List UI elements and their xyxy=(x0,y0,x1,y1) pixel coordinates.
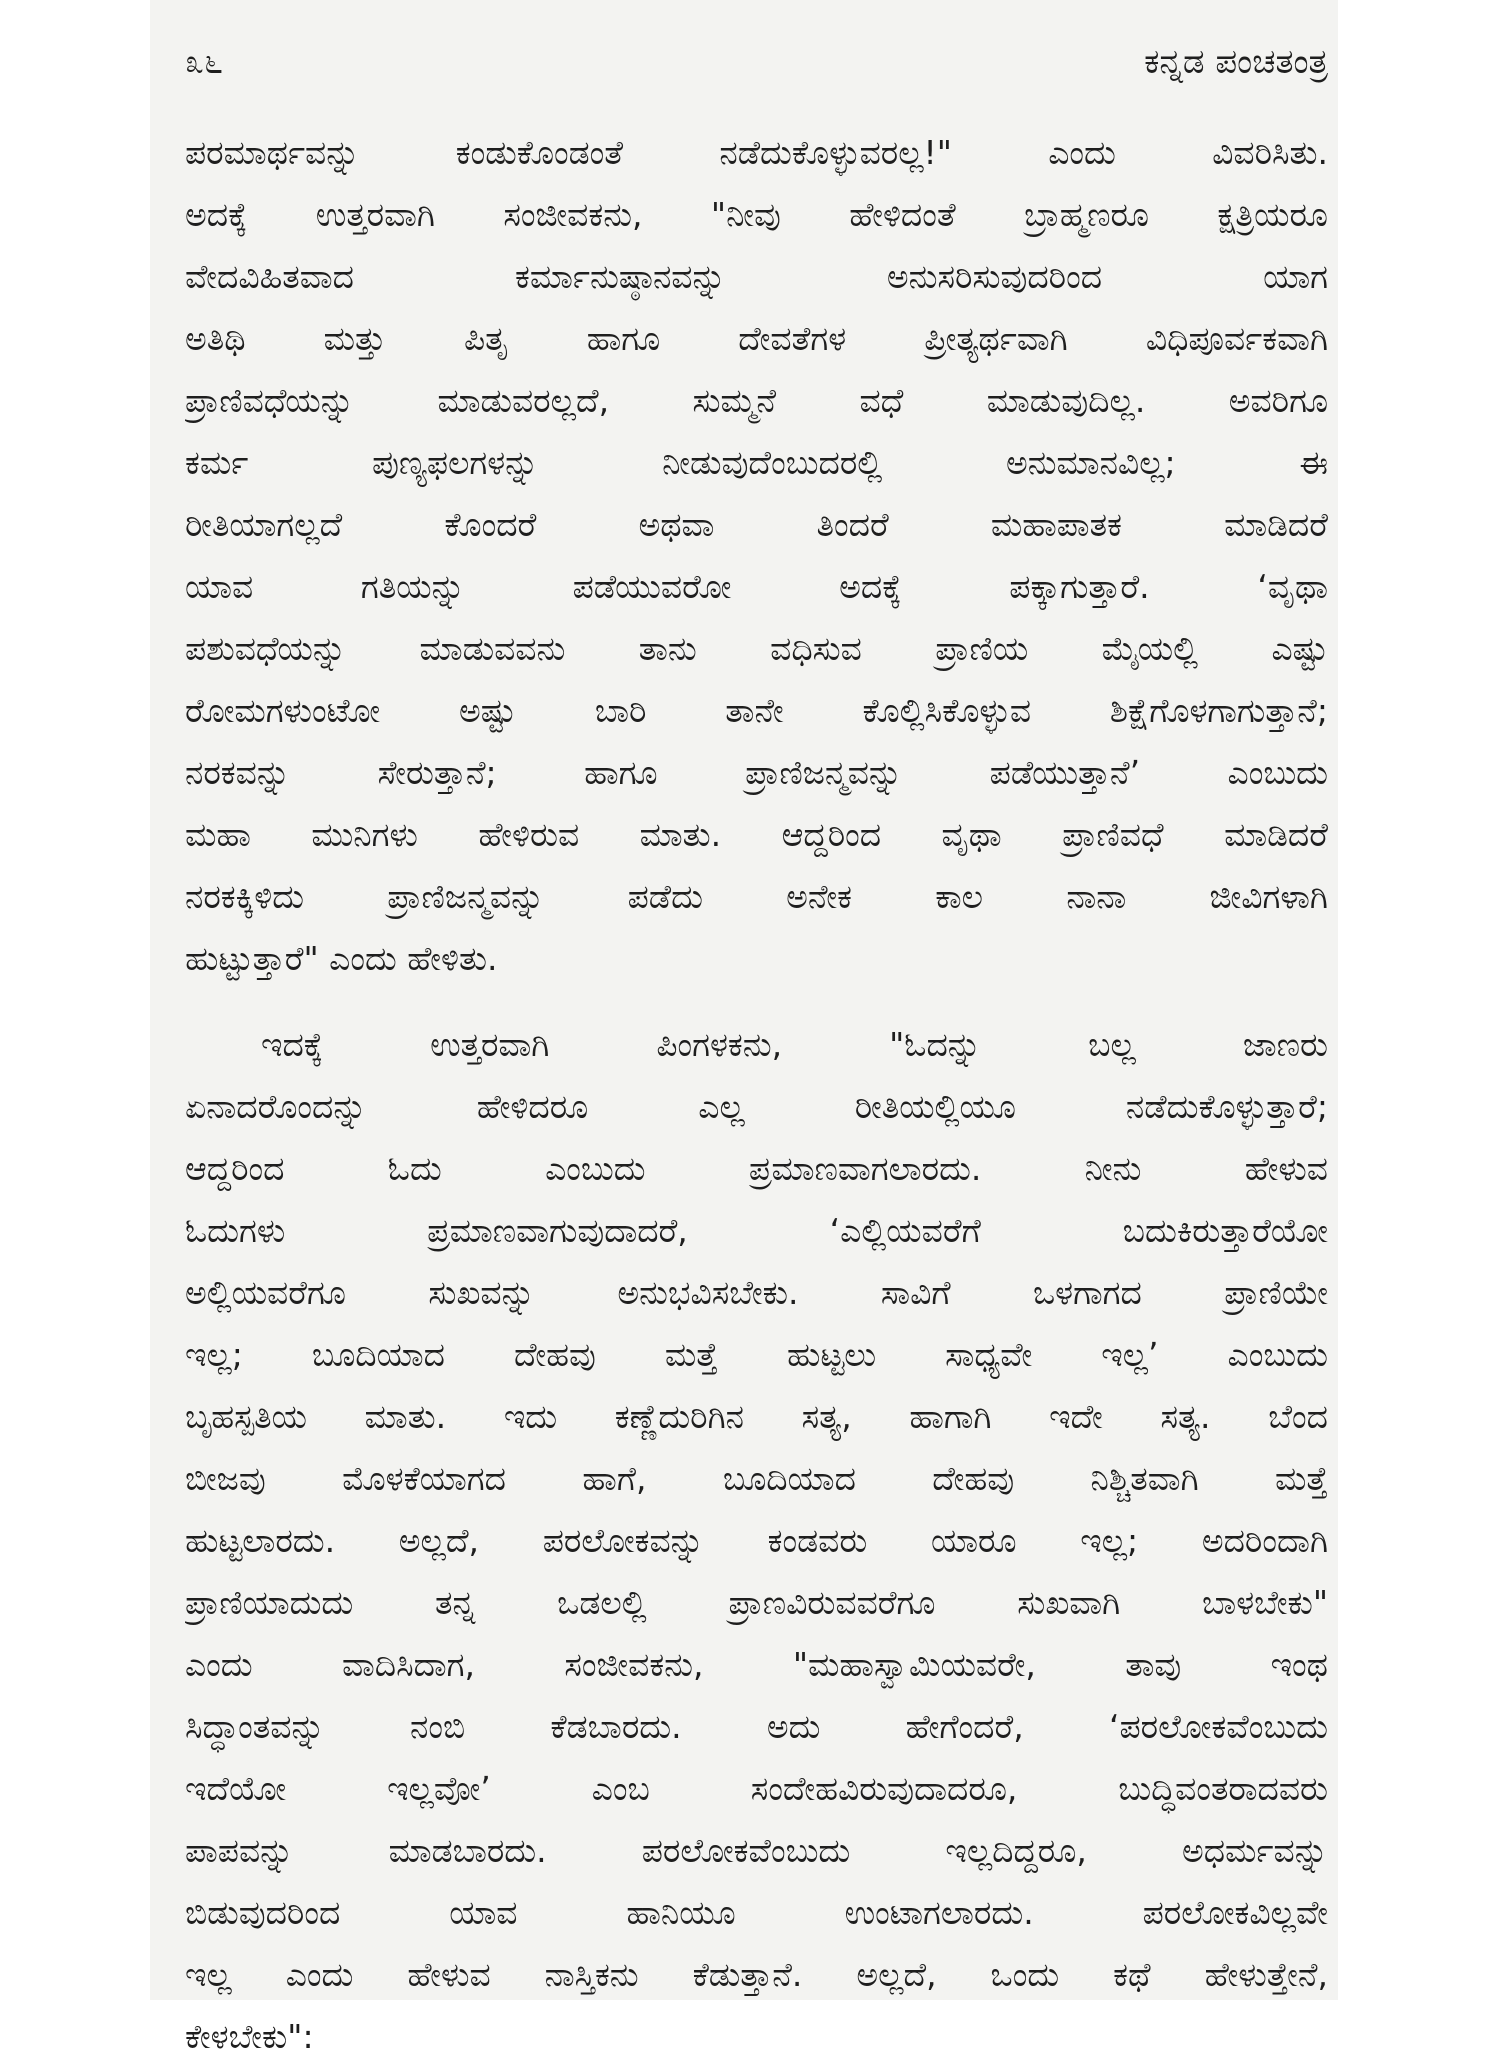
text-line: ಆದ್ದರಿಂದ ಓದು ಎಂಬುದು ಪ್ರಮಾಣವಾಗಲಾರದು. ನೀನು ಹೇಳುವ xyxy=(185,1149,1328,1188)
paragraph xyxy=(185,122,1328,990)
text-line: ಯಾವ ಗತಿಯನ್ನು ಪಡೆಯುವರೋ ಅದಕ್ಕೆ ಪಕ್ಕಾಗುತ್ತಾರೆ. ‘ವೃಥಾ xyxy=(185,567,1328,606)
text-line: ಪರಮಾರ್ಥವನ್ನು ಕಂಡುಕೊಂಡಂತೆ ನಡೆದುಕೊಳ್ಳುವರಲ್ಲ!" ಎಂದು ವಿವರಿಸಿತು. xyxy=(185,133,1328,172)
text-line: ಕೇಳಬೇಕು": xyxy=(185,2017,314,2056)
paragraph-gap xyxy=(185,990,1328,1014)
text-line: ಕರ್ಮ ಪುಣ್ಯಫಲಗಳನ್ನು ನೀಡುವುದೆಂಬುದರಲ್ಲಿ ಅನುಮಾನವಿಲ್ಲ; ಈ xyxy=(185,443,1328,482)
text-line: ಪ್ರಾಣಿವಧೆಯನ್ನು ಮಾಡುವರಲ್ಲದೆ, ಸುಮ್ಮನೆ ವಧೆ ಮಾಡುವುದಿಲ್ಲ. ಅವರಿಗೂ xyxy=(185,381,1328,420)
text-line: ರೀತಿಯಾಗಲ್ಲದೆ ಕೊಂದರೆ ಅಥವಾ ತಿಂದರೆ ಮಹಾಪಾತಕ ಮಾಡಿದರೆ xyxy=(185,505,1328,544)
text-line: ಇಲ್ಲ ಎಂದು ಹೇಳುವ ನಾಸ್ತಿಕನು ಕೆಡುತ್ತಾನೆ. ಅಲ್ಲದೆ, ಒಂದು ಕಥೆ ಹೇಳುತ್ತೇನೆ, xyxy=(185,1955,1328,1994)
text-line: ಅದಕ್ಕೆ ಉತ್ತರವಾಗಿ ಸಂಜೀವಕನು, "ನೀವು ಹೇಳಿದಂತೆ ಬ್ರಾಹ್ಮಣರೂ ಕ್ಷತ್ರಿಯರೂ xyxy=(185,195,1328,234)
page-number: ೩೬ xyxy=(185,42,224,82)
text-line: ಪಶುವಧೆಯನ್ನು ಮಾಡುವವನು ತಾನು ವಧಿಸುವ ಪ್ರಾಣಿಯ ಮೈಯಲ್ಲಿ ಎಷ್ಟು xyxy=(185,629,1328,668)
text-line: ಓದುಗಳು ಪ್ರಮಾಣವಾಗುವುದಾದರೆ, ‘ಎಲ್ಲಿಯವರೆಗೆ ಬದುಕಿರುತ್ತಾರೆಯೋ xyxy=(185,1211,1328,1250)
text-line: ಅತಿಥಿ ಮತ್ತು ಪಿತೃ ಹಾಗೂ ದೇವತೆಗಳ ಪ್ರೀತ್ಯರ್ಥವಾಗಿ ವಿಧಿಪೂರ್ವಕವಾಗಿ xyxy=(185,319,1328,358)
text-line: ಬೃಹಸ್ಪತಿಯ ಮಾತು. ಇದು ಕಣ್ಣೆದುರಿಗಿನ ಸತ್ಯ, ಹಾಗಾಗಿ ಇದೇ ಸತ್ಯ. ಬೆಂದ xyxy=(185,1397,1328,1436)
text-line: ಮಹಾ ಮುನಿಗಳು ಹೇಳಿರುವ ಮಾತು. ಆದ್ದರಿಂದ ವೃಥಾ ಪ್ರಾಣಿವಧೆ ಮಾಡಿದರೆ xyxy=(185,815,1328,854)
book-title: ಕನ್ನಡ ಪಂಚತಂತ್ರ xyxy=(1144,42,1328,82)
text-line: ಪಾಪವನ್ನು ಮಾಡಬಾರದು. ಪರಲೋಕವೆಂಬುದು ಇಲ್ಲದಿದ್ದರೂ, ಅಧರ್ಮವನ್ನು xyxy=(185,1831,1328,1870)
text-line: ಹುಟ್ಟಲಾರದು. ಅಲ್ಲದೆ, ಪರಲೋಕವನ್ನು ಕಂಡವರು ಯಾರೂ ಇಲ್ಲ; ಅದರಿಂದಾಗಿ xyxy=(185,1521,1328,1560)
text-line: ಹುಟ್ಟುತ್ತಾರೆ" ಎಂದು ಹೇಳಿತು. xyxy=(185,939,498,978)
page-body xyxy=(185,122,1328,2068)
text-line: ಸಿದ್ಧಾಂತವನ್ನು ನಂಬಿ ಕೆಡಬಾರದು. ಅದು ಹೇಗೆಂದರೆ, ‘ಪರಲೋಕವೆಂಬುದು xyxy=(185,1707,1328,1746)
text-line: ಅಲ್ಲಿಯವರೆಗೂ ಸುಖವನ್ನು ಅನುಭವಿಸಬೇಕು. ಸಾವಿಗೆ ಒಳಗಾಗದ ಪ್ರಾಣಿಯೇ xyxy=(185,1273,1328,1312)
text-line: ಬಿಡುವುದರಿಂದ ಯಾವ ಹಾನಿಯೂ ಉಂಟಾಗಲಾರದು. ಪರಲೋಕವಿಲ್ಲವೇ xyxy=(185,1893,1328,1932)
text-line: ಬೀಜವು ಮೊಳಕೆಯಾಗದ ಹಾಗೆ, ಬೂದಿಯಾದ ದೇಹವು ನಿಶ್ಚಿತವಾಗಿ ಮತ್ತೆ xyxy=(185,1459,1328,1498)
text-line: ಇಲ್ಲ; ಬೂದಿಯಾದ ದೇಹವು ಮತ್ತೆ ಹುಟ್ಟಲು ಸಾಧ್ಯವೇ ಇಲ್ಲ’ ಎಂಬುದು xyxy=(185,1335,1328,1374)
text-line: ನರಕವನ್ನು ಸೇರುತ್ತಾನೆ; ಹಾಗೂ ಪ್ರಾಣಿಜನ್ಮವನ್ನು ಪಡೆಯುತ್ತಾನೆ’ ಎಂಬುದು xyxy=(185,753,1328,792)
text-line: ಏನಾದರೊಂದನ್ನು ಹೇಳಿದರೂ ಎಲ್ಲ ರೀತಿಯಲ್ಲಿಯೂ ನಡೆದುಕೊಳ್ಳುತ್ತಾರೆ; xyxy=(185,1087,1328,1126)
text-line: ಇದೆಯೋ ಇಲ್ಲವೋ’ ಎಂಬ ಸಂದೇಹವಿರುವುದಾದರೂ, ಬುದ್ಧಿವಂತರಾದವರು xyxy=(185,1769,1328,1808)
text-line: ವೇದವಿಹಿತವಾದ ಕರ್ಮಾನುಷ್ಠಾನವನ್ನು ಅನುಸರಿಸುವುದರಿಂದ ಯಾಗ xyxy=(185,257,1328,296)
text-line: ಎಂದು ವಾದಿಸಿದಾಗ, ಸಂಜೀವಕನು, "ಮಹಾಸ್ವಾಮಿಯವರೇ, ತಾವು ಇಂಥ xyxy=(185,1645,1328,1684)
text-line: ಪ್ರಾಣಿಯಾದುದು ತನ್ನ ಒಡಲಲ್ಲಿ ಪ್ರಾಣವಿರುವವರೆಗೂ ಸುಖವಾಗಿ ಬಾಳಬೇಕು" xyxy=(185,1583,1328,1622)
text-line: ನರಕಕ್ಕಿಳಿದು ಪ್ರಾಣಿಜನ್ಮವನ್ನು ಪಡೆದು ಅನೇಕ ಕಾಲ ನಾನಾ ಜೀವಿಗಳಾಗಿ xyxy=(185,877,1328,916)
text-line: ಇದಕ್ಕೆ ಉತ್ತರವಾಗಿ ಪಿಂಗಳಕನು, "ಓದನ್ನು ಬಲ್ಲ ಜಾಣರು xyxy=(261,1025,1328,1064)
page-header xyxy=(185,34,1328,90)
paragraph xyxy=(185,1014,1328,2068)
text-line: ರೋಮಗಳುಂಟೋ ಅಷ್ಟು ಬಾರಿ ತಾನೇ ಕೊಲ್ಲಿಸಿಕೊಳ್ಳುವ ಶಿಕ್ಷೆಗೊಳಗಾಗುತ್ತಾನೆ; xyxy=(185,691,1328,730)
